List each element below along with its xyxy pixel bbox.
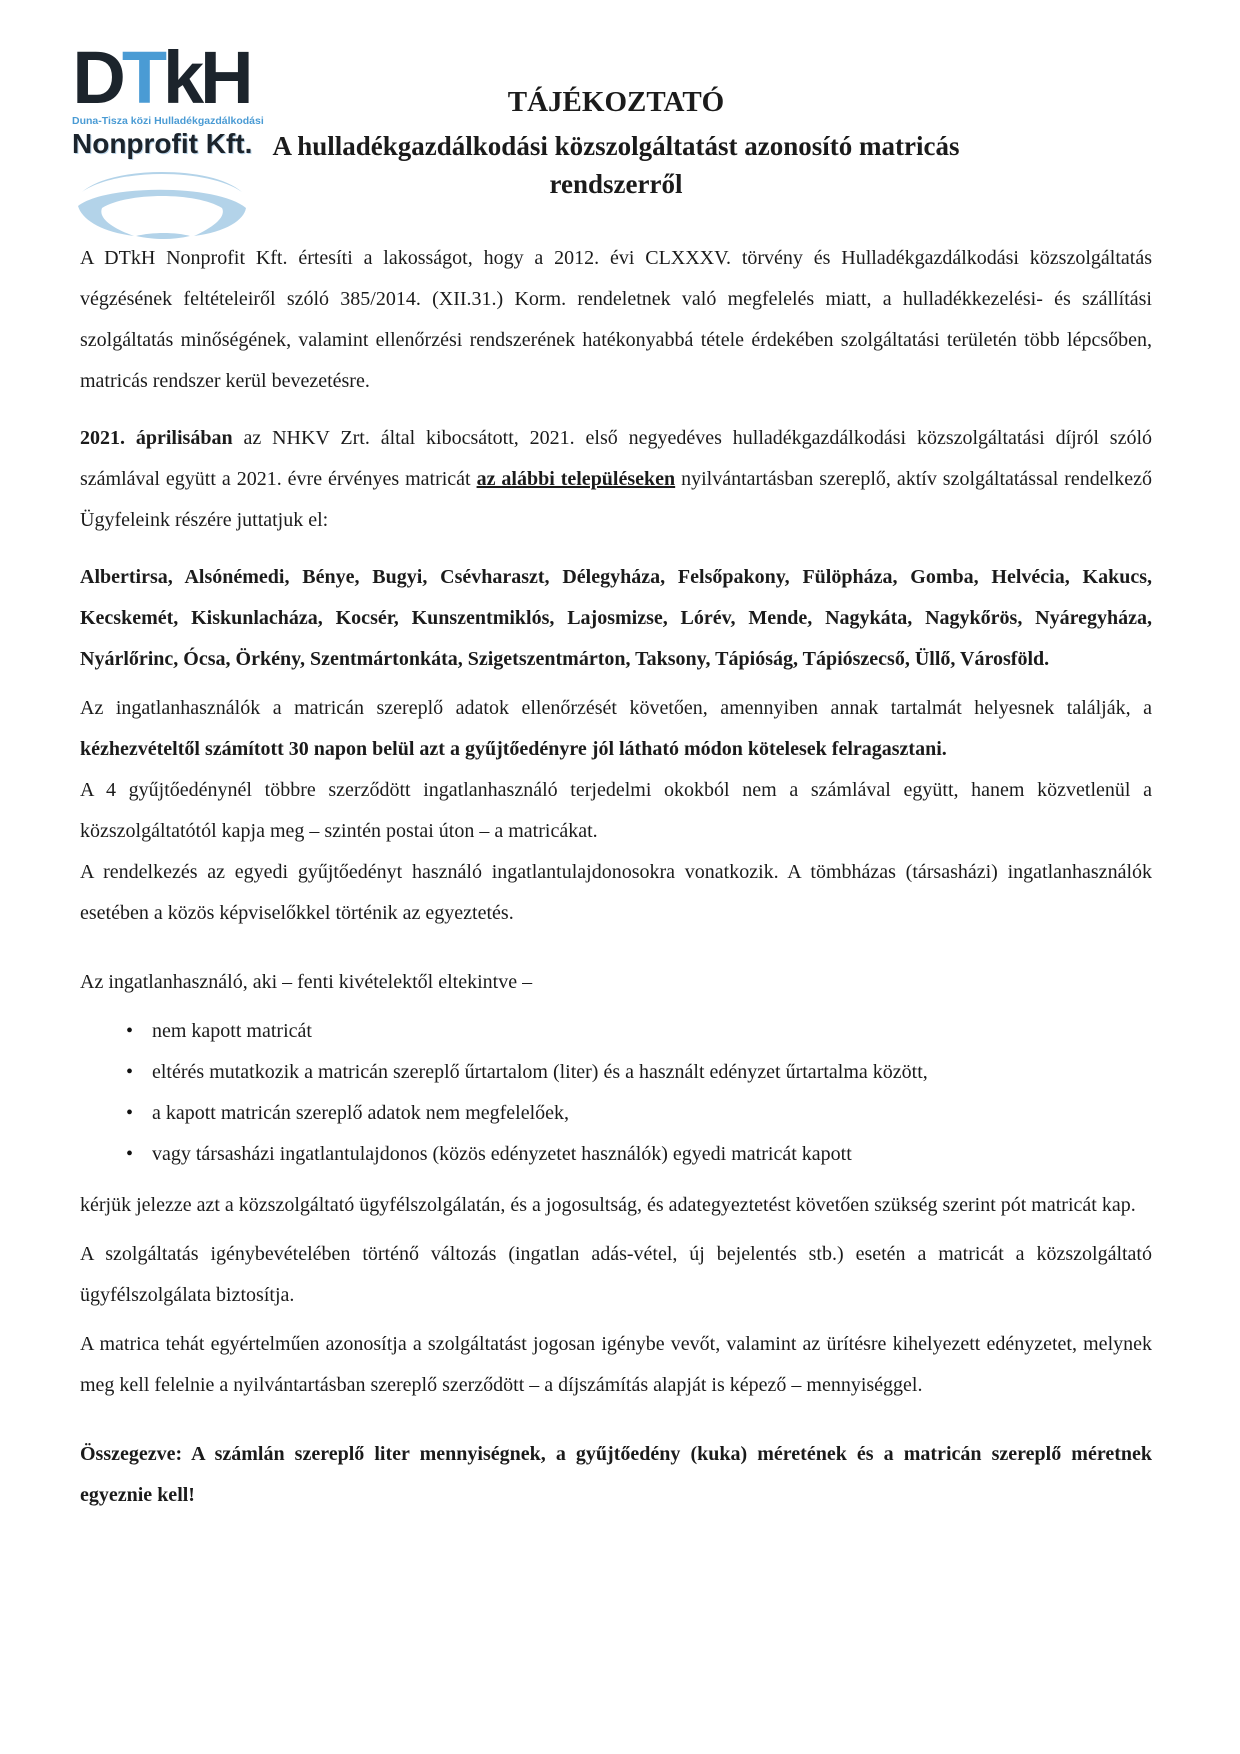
logo-letter-d: D [72, 36, 122, 119]
logo-swirl-graphic [76, 162, 248, 240]
exception-item-no-sticker: • nem kapott matricát [126, 1011, 1152, 1052]
page-subtitle-line1: A hulladékgazdálkodási közszolgáltatást azonosító matricás [272, 131, 960, 162]
paragraph-summary: Összegezve: A számlán szereplő liter mennyiségnek, a gyűjtőedény (kuka) méretének és a matricán szereplő méretnek egyeznie kell! [80, 1442, 1152, 1506]
paragraph-intro: A DTkH Nonprofit Kft. értesíti a lakosságot, hogy a 2012. évi CLXXXV. törvény és Hulladékgazdálkodási közszolgáltatás végzésének feltételeiről szóló 385/2014. (XII.31.) Korm. rendeletnek való megfelelés miatt, a hulladékkezelési- és szállítási szolgáltatás minőségének, valamint ellenőrzési rendszerének hatékonyabbá tétele érdekében szolgáltatási területén több lépcsőben, matricás rendszer kerül bevezetésre. [80, 246, 1152, 392]
paragraph-exceptions-lead: Az ingatlanhasználó, aki – fenti kivételektől eltekintve – [80, 970, 533, 993]
paragraph-sticker-identifies: A matrica tehát egyértelműen azonosítja a szolgáltatást jogosan igénybe vevőt, valamint az ürítésre kihelyezett edényzetet, melynek meg kell felelnie a nyilvántartásban szereplő szerződött – a díjszámítás alapját is képező – mennyiséggel. [80, 1332, 1152, 1396]
exception-item-wrong-data: • a kapott matricán szereplő adatok nem megfelelőek, [126, 1093, 1152, 1134]
logo-letter-k: k [163, 36, 201, 119]
paragraph-distribution [80, 418, 1152, 541]
logo-letter-t: T [121, 36, 164, 119]
document-body [80, 238, 1152, 1516]
paragraph-more-than-four-bins: A 4 gyűjtőedénynél többre szerződött ingatlanhasználó terjedelmi okokból nem a számlával együtt, hanem közvetlenül a közszolgáltatótól kapja meg – szintén postai úton – a matricákat. [80, 778, 1152, 842]
towns-list: Albertirsa, Alsónémedi, Bénye, Bugyi, Csévharaszt, Délegyháza, Felsőpakony, Fülöpháza, Gomba, Helvécia, Kakucs, Kecskemét, Kiskunlacháza, Kocsér, Kunszentmiklós, Lajosmizse, Lórév, Mende, Nagykáta, Nagykőrös, Nyáregyháza, Nyárlőrinc, Ócsa, Örkény, Szentmártonkáta, Szigetszentmárton, Taksony, Tápióság, Tápiószecső, Üllő, Városföld. [80, 565, 1152, 670]
distribution-text-b: nyilvántartásban szereplő, aktív szolgáltatással rendelkező Ügyfeleink részére juttatjuk el: [80, 467, 1152, 531]
paragraph-change-of-service: A szolgáltatás igénybevételében történő változás (ingatlan adás-vétel, új bejelentés stb.) esetén a matricát a közszolgáltató ügyfélszolgálata biztosítja. [80, 1242, 1152, 1306]
exception-item-capacity-mismatch: • eltérés mutatkozik a matricán szereplő űrtartalom (liter) és a használt edényzet űrtartalma között, [126, 1052, 1152, 1093]
logo-letter-h: H [200, 36, 250, 119]
logo-tagline: Duna-Tisza közi Hulladékgazdálkodási [72, 115, 264, 128]
distribution-date-bold: 2021. áprilisában [80, 426, 233, 449]
page-subtitle-line2: rendszerről [549, 169, 683, 200]
company-logo [72, 36, 264, 159]
obligation-deadline-bold: kézhezvételtől számított 30 napon belül azt a gyűjtőedényre jól látható módon kötelesek felragasztani. [80, 737, 947, 760]
settlements-emphasis: az alábbi településeken [476, 467, 676, 490]
paragraph-report-to-service: kérjük jelezze azt a közszolgáltató ügyfélszolgálatán, és a jogosultság, és adategyeztetést követően szükség szerint pót matricát kap. [80, 1193, 1136, 1216]
page-title: TÁJÉKOZTATÓ [507, 86, 725, 118]
obligation-text: Az ingatlanhasználók a matricán szereplő adatok ellenőrzését követően, amennyiben annak tartalmát helyesnek találják, a [80, 696, 1152, 719]
paragraph-sticker-obligation [80, 688, 1152, 770]
exception-list [80, 1011, 1152, 1175]
logo-company-name: Nonprofit Kft. [72, 127, 253, 159]
logo-acronym [72, 36, 250, 119]
paragraph-individual-owners: A rendelkezés az egyedi gyűjtőedényt használó ingatlantulajdonosokra vonatkozik. A tömbházas (társasházi) ingatlanhasználók esetében a közös képviselőkkel történik az egyeztetés. [80, 860, 1152, 924]
exception-item-condo-owner: • vagy társasházi ingatlantulajdonos (közös edényzetet használók) egyedi matricát kapott [126, 1134, 1152, 1175]
distribution-text-a: az NHKV Zrt. által kibocsátott, 2021. első negyedéves hulladékgazdálkodási közszolgáltatási díjról szóló számlával együtt a 2021. évre érvényes matricát [80, 426, 1152, 490]
